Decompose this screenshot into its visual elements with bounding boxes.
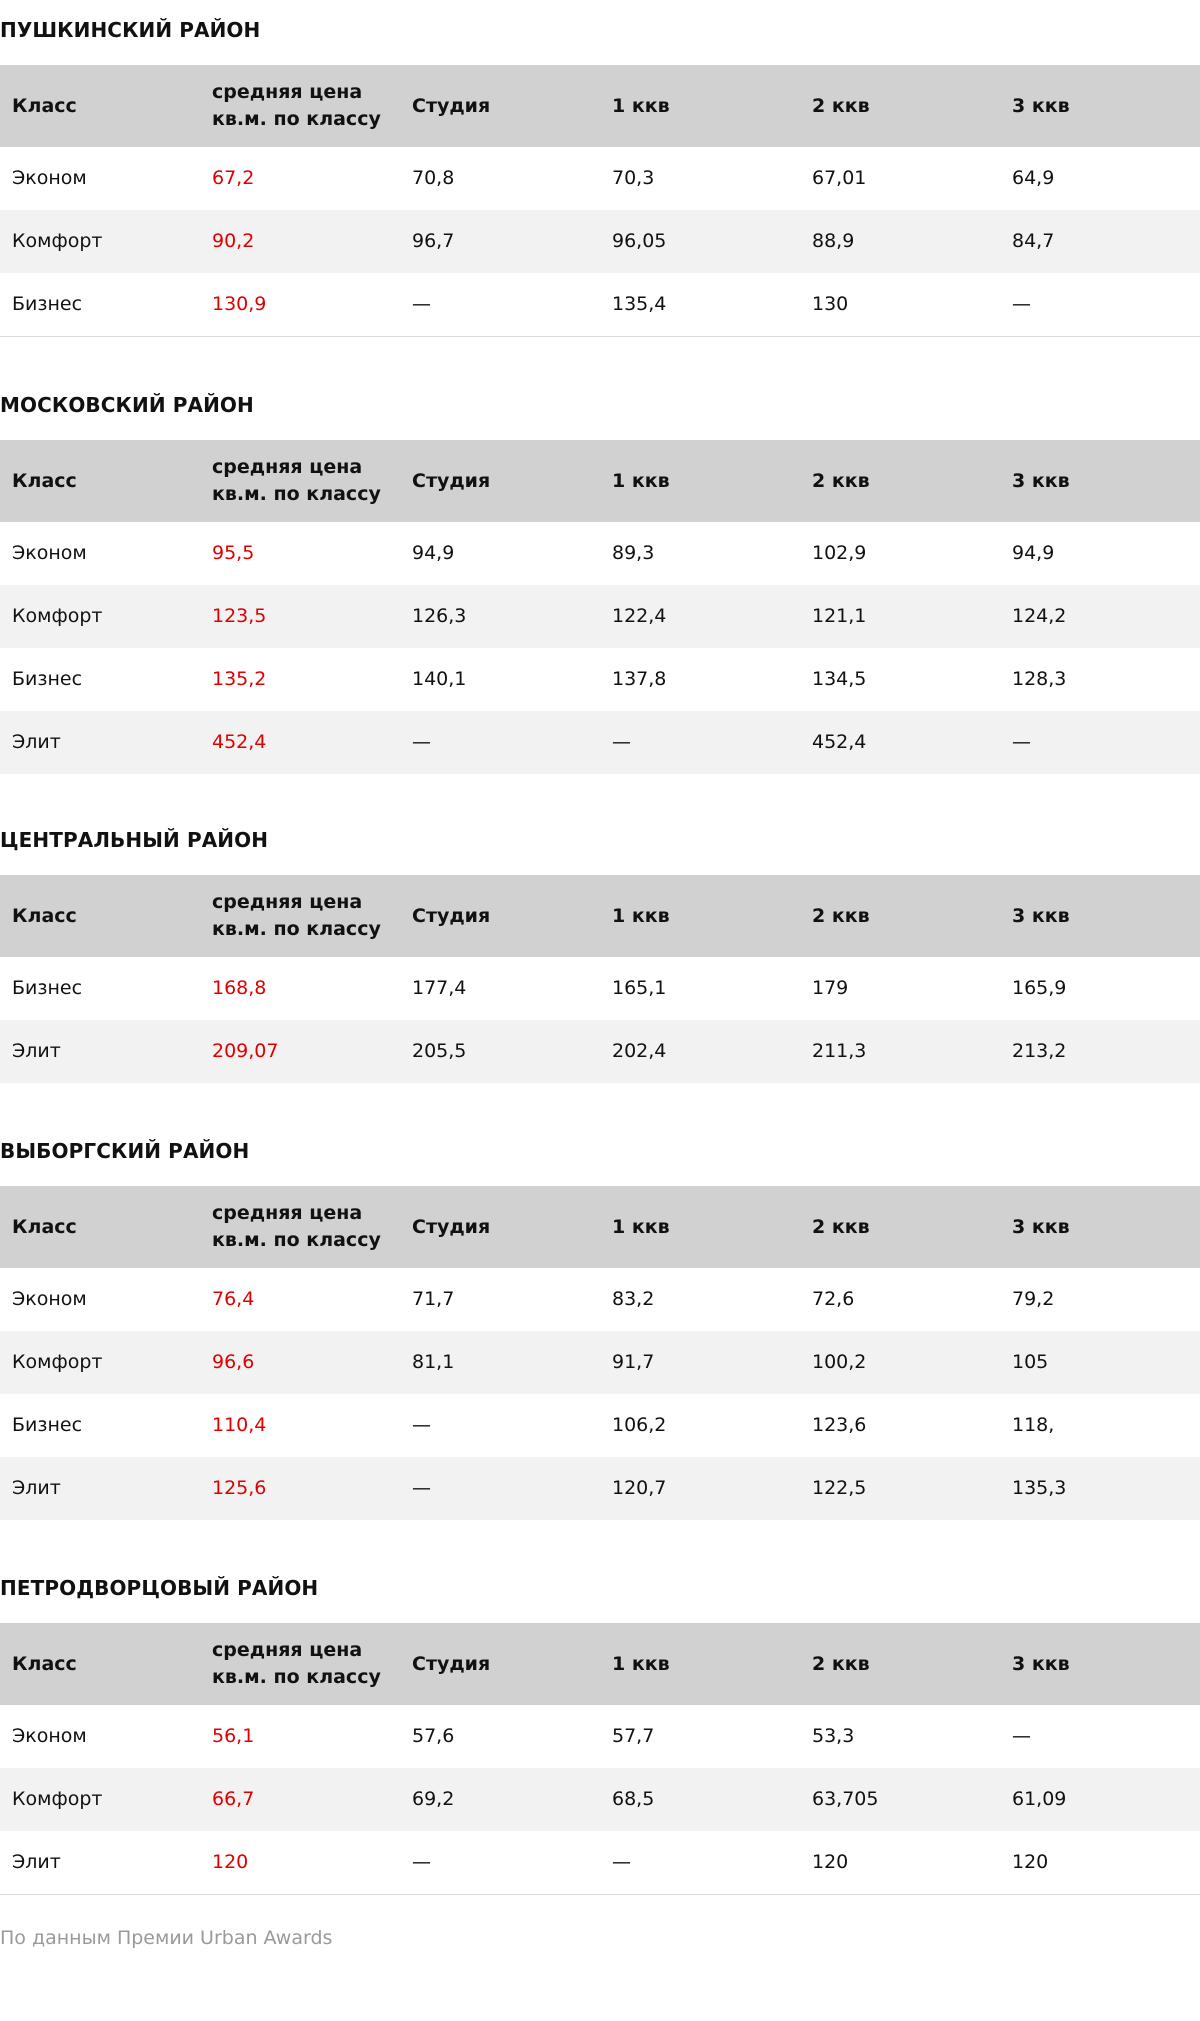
district-title: ПЕТРОДВОРЦОВЫЙ РАЙОН bbox=[0, 1576, 319, 1600]
table-row bbox=[0, 210, 1200, 273]
price-cell: 79,2 bbox=[1000, 1268, 1200, 1331]
average-price-cell: 95,5 bbox=[200, 522, 400, 585]
spacer bbox=[0, 1167, 1200, 1186]
average-price-cell: 67,2 bbox=[200, 147, 400, 210]
table-row bbox=[0, 1705, 1200, 1768]
column-header: 1 ккв bbox=[600, 1186, 800, 1268]
column-header: 3 ккв bbox=[1000, 440, 1200, 522]
table-row bbox=[0, 1394, 1200, 1457]
price-cell: 70,8 bbox=[400, 147, 600, 210]
column-header: 3 ккв bbox=[1000, 1623, 1200, 1705]
average-price-cell: 96,6 bbox=[200, 1331, 400, 1394]
price-table-wrap bbox=[0, 440, 1200, 774]
price-cell: 81,1 bbox=[400, 1331, 600, 1394]
column-header: 2 ккв bbox=[800, 440, 1000, 522]
table-body bbox=[0, 147, 1200, 336]
average-price-cell: 125,6 bbox=[200, 1457, 400, 1520]
price-cell: 63,705 bbox=[800, 1768, 1000, 1831]
district-title: ПУШКИНСКИЙ РАЙОН bbox=[0, 18, 261, 42]
class-cell: Бизнес bbox=[0, 648, 200, 711]
column-header: 1 ккв bbox=[600, 875, 800, 957]
price-cell: 177,4 bbox=[400, 957, 600, 1020]
average-price-cell: 135,2 bbox=[200, 648, 400, 711]
table-header bbox=[0, 1623, 1200, 1705]
class-cell: Эконом bbox=[0, 1268, 200, 1331]
price-cell: 135,4 bbox=[600, 273, 800, 336]
price-cell: 105 bbox=[1000, 1331, 1200, 1394]
column-header: 2 ккв bbox=[800, 65, 1000, 147]
price-cell: 122,5 bbox=[800, 1457, 1000, 1520]
class-cell: Комфорт bbox=[0, 1768, 200, 1831]
price-cell: 452,4 bbox=[800, 711, 1000, 774]
class-cell: Элит bbox=[0, 1457, 200, 1520]
price-table bbox=[0, 1186, 1200, 1520]
price-cell: — bbox=[400, 1457, 600, 1520]
district-section bbox=[0, 1572, 1200, 1895]
price-cell: 126,3 bbox=[400, 585, 600, 648]
price-cell: 100,2 bbox=[800, 1331, 1000, 1394]
average-price-cell: 452,4 bbox=[200, 711, 400, 774]
price-cell: 67,01 bbox=[800, 147, 1000, 210]
price-table-wrap bbox=[0, 875, 1200, 1083]
header-row bbox=[0, 65, 1200, 147]
table-header bbox=[0, 440, 1200, 522]
price-cell: 179 bbox=[800, 957, 1000, 1020]
price-cell: 120 bbox=[1000, 1831, 1200, 1894]
price-cell: 89,3 bbox=[600, 522, 800, 585]
price-cell: 91,7 bbox=[600, 1331, 800, 1394]
price-cell: 102,9 bbox=[800, 522, 1000, 585]
class-cell: Элит bbox=[0, 711, 200, 774]
price-cell: 57,6 bbox=[400, 1705, 600, 1768]
class-cell: Бизнес bbox=[0, 957, 200, 1020]
price-cell: — bbox=[1000, 711, 1200, 774]
table-row bbox=[0, 585, 1200, 648]
price-cell: — bbox=[1000, 273, 1200, 336]
price-cell: 122,4 bbox=[600, 585, 800, 648]
spacer bbox=[0, 421, 1200, 440]
price-cell: 205,5 bbox=[400, 1020, 600, 1083]
column-header: 3 ккв bbox=[1000, 875, 1200, 957]
column-header: 2 ккв bbox=[800, 1623, 1000, 1705]
table-header bbox=[0, 875, 1200, 957]
price-cell: 70,3 bbox=[600, 147, 800, 210]
average-price-cell: 209,07 bbox=[200, 1020, 400, 1083]
column-header: 3 ккв bbox=[1000, 65, 1200, 147]
table-row bbox=[0, 1020, 1200, 1083]
class-cell: Эконом bbox=[0, 1705, 200, 1768]
price-cell: 202,4 bbox=[600, 1020, 800, 1083]
price-cell: 61,09 bbox=[1000, 1768, 1200, 1831]
class-cell: Эконом bbox=[0, 147, 200, 210]
price-cell: 106,2 bbox=[600, 1394, 800, 1457]
price-cell: — bbox=[600, 711, 800, 774]
district-sections bbox=[0, 14, 1200, 1895]
spacer bbox=[0, 46, 1200, 65]
class-cell: Комфорт bbox=[0, 585, 200, 648]
price-cell: 68,5 bbox=[600, 1768, 800, 1831]
price-cell: — bbox=[600, 1831, 800, 1894]
district-title: ВЫБОРГСКИЙ РАЙОН bbox=[0, 1139, 250, 1163]
column-header: Класс bbox=[0, 1186, 200, 1268]
table-row bbox=[0, 1331, 1200, 1394]
district-title: ЦЕНТРАЛЬНЫЙ РАЙОН bbox=[0, 828, 269, 852]
column-header: Класс bbox=[0, 875, 200, 957]
table-row bbox=[0, 522, 1200, 585]
price-cell: — bbox=[400, 1394, 600, 1457]
section-gap bbox=[0, 774, 1200, 824]
column-header: Студия bbox=[400, 1186, 600, 1268]
average-price-cell: 76,4 bbox=[200, 1268, 400, 1331]
class-cell: Эконом bbox=[0, 522, 200, 585]
table-row bbox=[0, 1768, 1200, 1831]
column-header: 1 ккв bbox=[600, 440, 800, 522]
price-table-wrap bbox=[0, 1186, 1200, 1520]
average-price-cell: 120 bbox=[200, 1831, 400, 1894]
district-section bbox=[0, 824, 1200, 1083]
average-price-cell: 90,2 bbox=[200, 210, 400, 273]
column-header: средняя цена кв.м. по классу bbox=[200, 875, 400, 957]
table-header bbox=[0, 1186, 1200, 1268]
table-row bbox=[0, 273, 1200, 336]
district-section bbox=[0, 14, 1200, 337]
column-header: 3 ккв bbox=[1000, 1186, 1200, 1268]
table-row bbox=[0, 1831, 1200, 1894]
footnote: По данным Премии Urban Awards bbox=[0, 1927, 333, 1949]
price-cell: 211,3 bbox=[800, 1020, 1000, 1083]
price-cell: 165,9 bbox=[1000, 957, 1200, 1020]
average-price-cell: 130,9 bbox=[200, 273, 400, 336]
average-price-cell: 123,5 bbox=[200, 585, 400, 648]
price-cell: 64,9 bbox=[1000, 147, 1200, 210]
table-row bbox=[0, 1457, 1200, 1520]
price-cell: 128,3 bbox=[1000, 648, 1200, 711]
price-cell: 118, bbox=[1000, 1394, 1200, 1457]
price-table-wrap bbox=[0, 1623, 1200, 1895]
class-cell: Комфорт bbox=[0, 1331, 200, 1394]
price-cell: — bbox=[1000, 1705, 1200, 1768]
price-cell: 135,3 bbox=[1000, 1457, 1200, 1520]
column-header: Студия bbox=[400, 1623, 600, 1705]
price-cell: 94,9 bbox=[1000, 522, 1200, 585]
column-header: 2 ккв bbox=[800, 1186, 1000, 1268]
class-cell: Элит bbox=[0, 1020, 200, 1083]
section-gap bbox=[0, 337, 1200, 389]
table-body bbox=[0, 957, 1200, 1083]
class-cell: Комфорт bbox=[0, 210, 200, 273]
price-cell: 53,3 bbox=[800, 1705, 1000, 1768]
price-cell: 120 bbox=[800, 1831, 1000, 1894]
price-table bbox=[0, 440, 1200, 774]
price-cell: 121,1 bbox=[800, 585, 1000, 648]
column-header: средняя цена кв.м. по классу bbox=[200, 65, 400, 147]
price-cell: 72,6 bbox=[800, 1268, 1000, 1331]
header-row bbox=[0, 875, 1200, 957]
price-cell: 69,2 bbox=[400, 1768, 600, 1831]
table-row bbox=[0, 147, 1200, 210]
column-header: 2 ккв bbox=[800, 875, 1000, 957]
price-cell: 213,2 bbox=[1000, 1020, 1200, 1083]
class-cell: Бизнес bbox=[0, 273, 200, 336]
section-gap bbox=[0, 1083, 1200, 1135]
price-cell: 123,6 bbox=[800, 1394, 1000, 1457]
column-header: средняя цена кв.м. по классу bbox=[200, 440, 400, 522]
price-cell: 71,7 bbox=[400, 1268, 600, 1331]
price-cell: 137,8 bbox=[600, 648, 800, 711]
price-cell: 96,05 bbox=[600, 210, 800, 273]
section-gap bbox=[0, 1520, 1200, 1572]
district-title: МОСКОВСКИЙ РАЙОН bbox=[0, 393, 254, 417]
header-row bbox=[0, 1623, 1200, 1705]
table-row bbox=[0, 648, 1200, 711]
class-cell: Элит bbox=[0, 1831, 200, 1894]
price-cell: 140,1 bbox=[400, 648, 600, 711]
price-table-wrap bbox=[0, 65, 1200, 337]
price-cell: 88,9 bbox=[800, 210, 1000, 273]
price-cell: — bbox=[400, 711, 600, 774]
price-cell: — bbox=[400, 273, 600, 336]
price-cell: 96,7 bbox=[400, 210, 600, 273]
price-cell: 120,7 bbox=[600, 1457, 800, 1520]
column-header: Студия bbox=[400, 875, 600, 957]
spacer bbox=[0, 856, 1200, 875]
price-table bbox=[0, 875, 1200, 1083]
price-cell: 57,7 bbox=[600, 1705, 800, 1768]
table-header bbox=[0, 65, 1200, 147]
spacer bbox=[0, 1604, 1200, 1623]
column-header: Класс bbox=[0, 1623, 200, 1705]
average-price-cell: 66,7 bbox=[200, 1768, 400, 1831]
column-header: 1 ккв bbox=[600, 65, 800, 147]
table-body bbox=[0, 1268, 1200, 1520]
table-row bbox=[0, 711, 1200, 774]
column-header: Студия bbox=[400, 440, 600, 522]
table-body bbox=[0, 1705, 1200, 1894]
header-row bbox=[0, 1186, 1200, 1268]
price-cell: 165,1 bbox=[600, 957, 800, 1020]
column-header: Класс bbox=[0, 65, 200, 147]
column-header: Класс bbox=[0, 440, 200, 522]
price-cell: 134,5 bbox=[800, 648, 1000, 711]
price-cell: — bbox=[400, 1831, 600, 1894]
price-cell: 83,2 bbox=[600, 1268, 800, 1331]
table-row bbox=[0, 1268, 1200, 1331]
table-body bbox=[0, 522, 1200, 774]
price-cell: 94,9 bbox=[400, 522, 600, 585]
average-price-cell: 110,4 bbox=[200, 1394, 400, 1457]
price-cell: 124,2 bbox=[1000, 585, 1200, 648]
price-table bbox=[0, 65, 1200, 336]
column-header: 1 ккв bbox=[600, 1623, 800, 1705]
column-header: Студия bbox=[400, 65, 600, 147]
district-section bbox=[0, 1135, 1200, 1520]
district-section bbox=[0, 389, 1200, 774]
price-cell: 130 bbox=[800, 273, 1000, 336]
price-table bbox=[0, 1623, 1200, 1894]
column-header: средняя цена кв.м. по классу bbox=[200, 1186, 400, 1268]
average-price-cell: 56,1 bbox=[200, 1705, 400, 1768]
table-row bbox=[0, 957, 1200, 1020]
price-cell: 84,7 bbox=[1000, 210, 1200, 273]
class-cell: Бизнес bbox=[0, 1394, 200, 1457]
header-row bbox=[0, 440, 1200, 522]
average-price-cell: 168,8 bbox=[200, 957, 400, 1020]
column-header: средняя цена кв.м. по классу bbox=[200, 1623, 400, 1705]
